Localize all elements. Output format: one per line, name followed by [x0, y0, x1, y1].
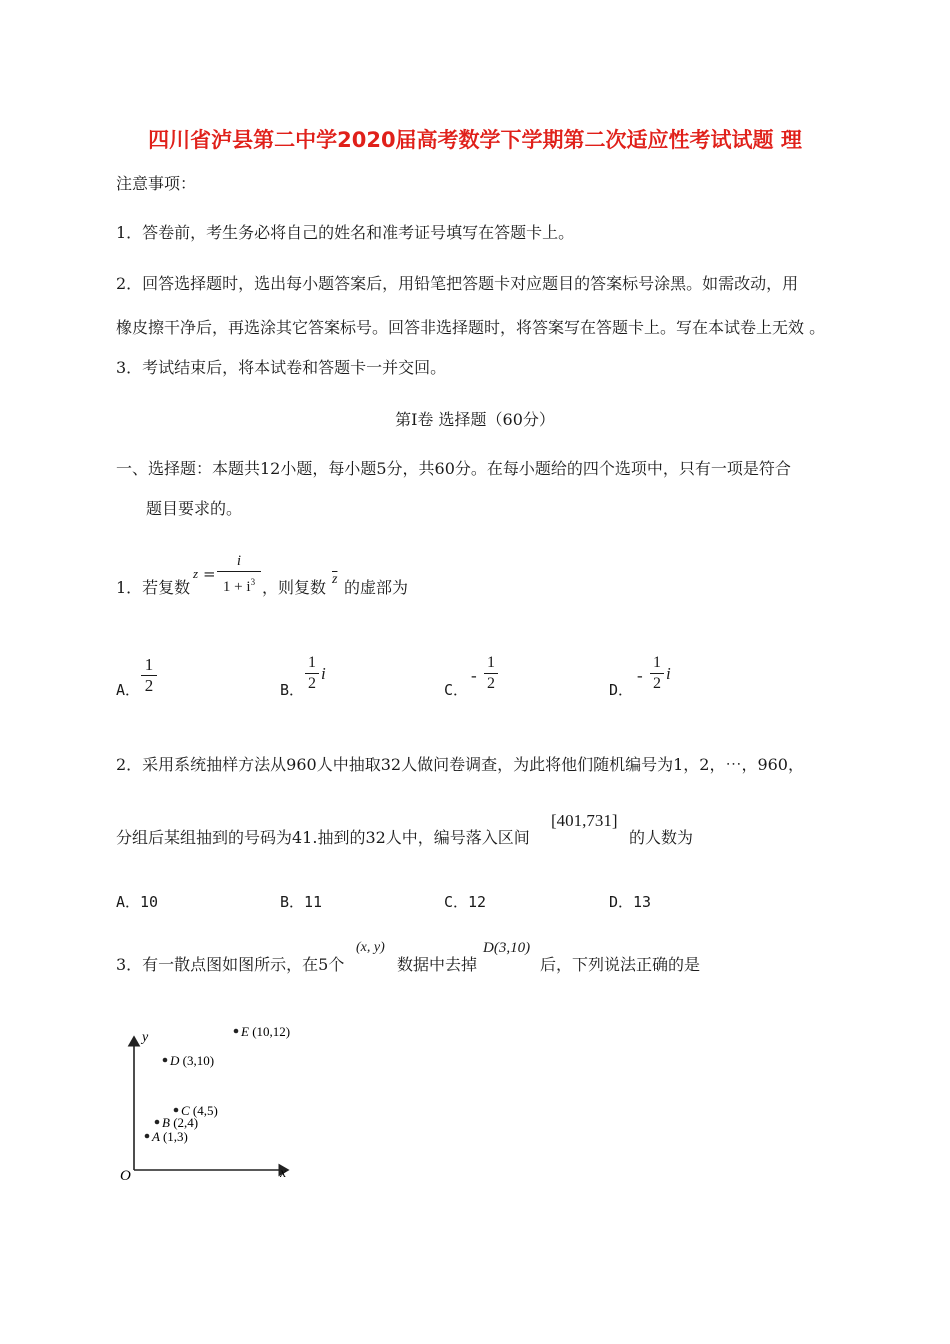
point-label-a: A (1,3) — [152, 1129, 188, 1144]
notice-heading: 注意事项： — [116, 174, 197, 193]
origin-label: O — [120, 1168, 131, 1184]
notice-item-1: 1．答卷前，考生务必将自己的姓名和准考证号填写在答题卡上。 — [116, 223, 575, 242]
q1-fraction-denominator: $1 + i^3$ — [222, 577, 256, 595]
section-instruction-cont: 题目要求的。 — [146, 499, 243, 518]
point-label-c: C (4,5) — [181, 1103, 218, 1118]
q2-option-c: C．12 — [444, 893, 487, 911]
q1-mid: ，则复数 — [262, 578, 327, 597]
q2-option-a: A．10 — [116, 893, 159, 911]
q1-option-d-fraction: 1 2 — [650, 654, 664, 693]
q2-interval: [401,731] — [551, 811, 618, 830]
point-c — [174, 1108, 179, 1113]
q3-point: D(3,10) — [483, 940, 531, 956]
q3-suffix: 后，下列说法正确的是 — [540, 955, 701, 974]
q3-mid: 数据中去掉 — [397, 955, 478, 974]
q3-prefix: 3．有一散点图如图所示，在5个 — [116, 955, 345, 974]
q1-option-b-fraction: 1 2 — [305, 654, 319, 693]
q2-line1: 2．采用系统抽样方法从960人中抽取32人做问卷调查，为此将他们随机编号为1，2，⋯，960， — [116, 755, 804, 774]
q2-option-b: B．11 — [280, 893, 323, 911]
point-label-e: E (10,12) — [241, 1024, 291, 1039]
point-label-d: D (3,10) — [170, 1053, 215, 1068]
point-d — [163, 1058, 168, 1063]
q1-zbar: $\overline{z}$ — [332, 572, 338, 587]
y-axis-label: y — [142, 1030, 149, 1045]
point-label-b: B (2,4) — [162, 1115, 199, 1130]
q1-z: z — [193, 566, 199, 581]
x-axis-label: x — [280, 1166, 287, 1181]
q3-xy: (x, y) — [356, 940, 385, 955]
q1-option-a-fraction: 1 2 — [141, 656, 157, 695]
notice-item-2-cont: 橡皮擦干净后，再选涂其它答案标号。回答非选择题时，将答案写在答题卡上。写在本试卷上无效 。 — [116, 318, 826, 337]
point-a — [145, 1134, 150, 1139]
point-e — [234, 1029, 239, 1034]
q2-prefix: 分组后某组抽到的号码为41.抽到的32人中，编号落入区间 — [116, 828, 530, 847]
q1-equals: = — [203, 565, 216, 583]
q1-suffix: 的虚部为 — [344, 578, 409, 597]
section-heading: 第Ⅰ卷 选择题（60分） — [395, 410, 555, 429]
q2-suffix: 的人数为 — [629, 828, 694, 847]
q1-prefix: 1．若复数 — [116, 578, 191, 597]
q2-option-d: D．13 — [609, 893, 652, 911]
q1-fraction-numerator: i — [236, 553, 242, 569]
q3-scatter-plot — [110, 1015, 320, 1185]
q1-fraction — [217, 552, 261, 596]
point-b — [155, 1120, 160, 1125]
page-title: 四川省泸县第二中学2020届高考数学下学期第二次适应性考试试题 理 — [148, 128, 802, 152]
notice-item-3: 3．考试结束后，将本试卷和答题卡一并交回。 — [116, 358, 447, 377]
q1-option-c-fraction: 1 2 — [484, 654, 498, 693]
section-instruction: 一、选择题：本题共12小题，每小题5分，共60分。在每小题给的四个选项中，只有一项是符合 — [116, 459, 791, 478]
notice-item-2: 2．回答选择题时，选出每小题答案后，用铅笔把答题卡对应题目的答案标号涂黑。如需改动，用 — [116, 274, 799, 293]
